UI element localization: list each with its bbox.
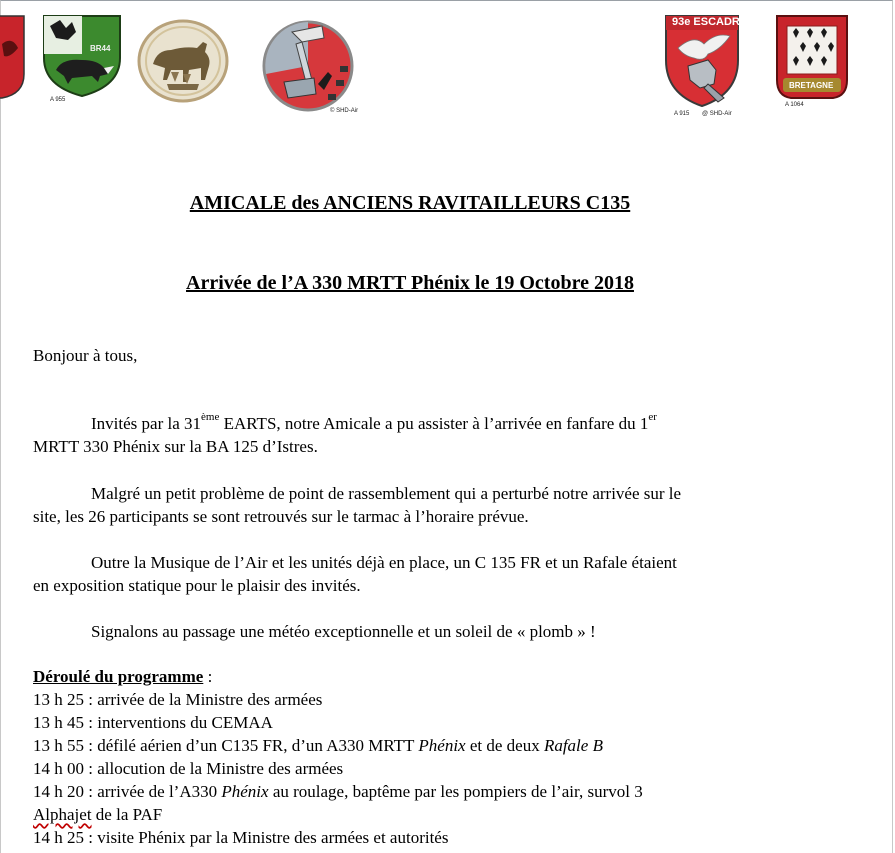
boar-shield-badge-icon xyxy=(42,14,122,103)
badge-93e-escadre-text: 93e ESCADRE xyxy=(672,16,748,28)
paragraph-1-line-1: Invités par la 31ème EARTS, notre Amicale a pu assister à l’arrivée en fanfare du 1er xyxy=(91,411,657,433)
she-wolf-medallion-icon xyxy=(137,20,229,102)
program-item-6: 14 h 25 : visite Phénix par la Ministre des armées et autorités xyxy=(33,828,449,847)
program-item-5-line-1: 14 h 20 : arrivée de l’A330 Phénix au roulage, baptême par les pompiers de l’air, survol 3 xyxy=(33,782,643,801)
shovel-gear-badge-icon xyxy=(262,18,360,114)
badge-caption-a1064: A 1064 xyxy=(785,102,804,108)
red-shield-badge-icon xyxy=(0,14,26,100)
paragraph-2-line-1: Malgré un petit problème de point de rassemblement qui a perturbé notre arrivée sur le xyxy=(91,484,682,503)
bretagne-ermine-shield-icon xyxy=(775,14,849,108)
document-subtitle: Arrivée de l’A 330 MRTT Phénix le 19 Octobre 2018 xyxy=(186,272,634,294)
paragraph-4: Signalons au passage une météo exceptionnelle et un soleil de « plomb » ! xyxy=(91,622,596,641)
paragraph-3-line-1: Outre la Musique de l’Air et les unités déjà en place, un C 135 FR et un Rafale étaient xyxy=(91,553,677,572)
program-item-2: 13 h 45 : interventions du CEMAA xyxy=(33,713,273,732)
program-item-5-line-2: Alphajet de la PAF xyxy=(33,805,163,824)
program-item-3: 13 h 55 : défilé aérien d’un C135 FR, d’un A330 MRTT Phénix et de deux Rafale B xyxy=(33,736,603,755)
document-title: AMICALE des ANCIENS RAVITAILLEURS C135 xyxy=(189,192,631,214)
greeting: Bonjour à tous, xyxy=(33,346,138,365)
paragraph-2-line-2: site, les 26 participants se sont retrouvés sur le tarmac à l’horaire prévue. xyxy=(33,507,529,526)
badge-caption-a955: A 955 xyxy=(50,97,66,103)
paragraph-3-line-2: en exposition statique pour le plaisir des invités. xyxy=(33,576,361,595)
badge-br44-text: BR44 xyxy=(90,44,111,53)
badge-caption-a915: A 915 xyxy=(674,111,690,117)
program-item-1: 13 h 25 : arrivée de la Ministre des armées xyxy=(33,690,323,709)
paragraph-1-line-2: MRTT 330 Phénix sur la BA 125 d’Istres. xyxy=(33,437,318,456)
badge-bretagne-text: BRETAGNE xyxy=(789,81,834,90)
93e-escadre-shield-icon xyxy=(664,14,748,117)
program-heading: Déroulé du programme xyxy=(33,667,204,686)
badge-caption-shd-air-2: @ SHD-Air xyxy=(702,111,732,117)
program-heading-line: Déroulé du programme : xyxy=(33,667,213,686)
badge-caption-shd-air: © SHD-Air xyxy=(330,108,359,114)
program-item-4: 14 h 00 : allocution de la Ministre des armées xyxy=(33,759,344,778)
